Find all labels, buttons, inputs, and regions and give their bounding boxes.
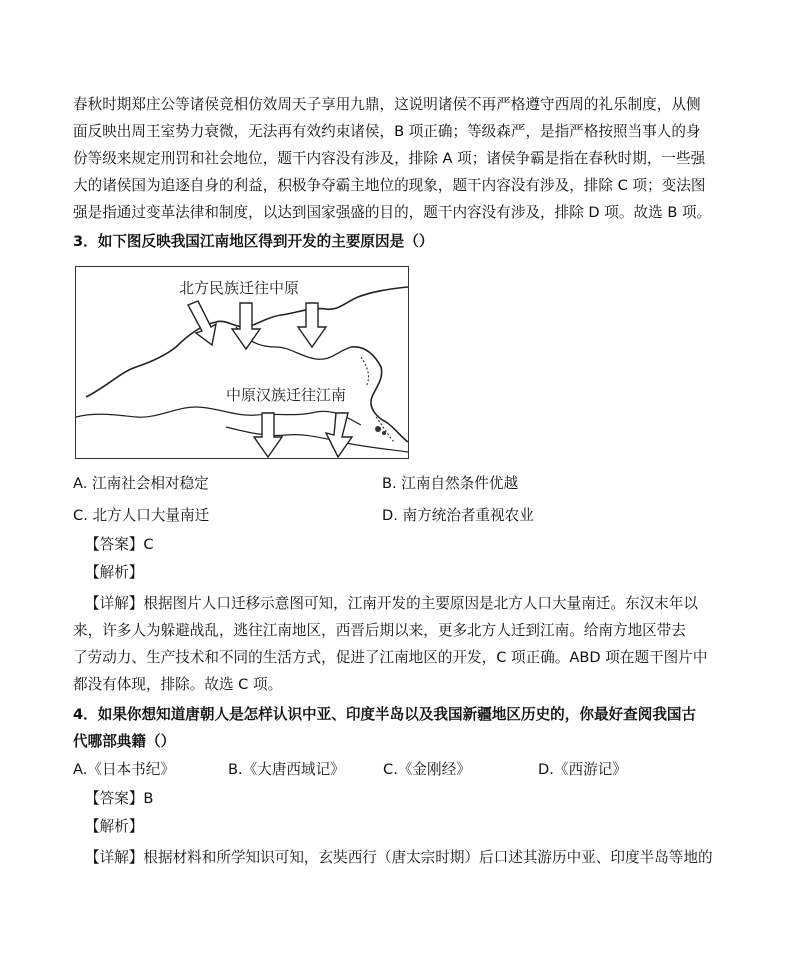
migration-arrow: [298, 303, 326, 347]
map-illustration: [76, 267, 408, 458]
migration-arrow: [326, 413, 352, 457]
analysis-label: 【解析】: [85, 818, 144, 835]
map-label-north: 北方民族迁往中原: [179, 279, 300, 297]
option-a: A.《日本书纪》: [73, 761, 175, 778]
option-c: C. 北方人口大量南迁: [73, 507, 210, 524]
detail-line: 【详解】根据图片人口迁移示意图可知，江南开发的主要原因是北方人口大量南迁。东汉末年以: [85, 595, 698, 612]
text-line: 面反映出周王室势力衰微，无法再有效约束诸侯，B 项正确；等级森严，是指严格按照当事人的身: [73, 123, 701, 140]
text-line: 份等级来规定刑罚和社会地位，题干内容没有涉及，排除 A 项；诸侯争霸是指在春秋时期，一些强: [73, 150, 706, 167]
detail-line: 来，许多人为躲避战乱，逃往江南地区，西晋后期以来，更多北方人迁到江南。给南方地区带去: [73, 622, 686, 639]
question-4-stem: 4．如果你想知道唐朝人是怎样认识中亚、印度半岛以及我国新疆地区历史的，你最好查阅我国古: [73, 706, 697, 723]
option-d: D.《西游记》: [538, 761, 627, 778]
detail-line: 了劳动力、生产技术和不同的生活方式，促进了江南地区的开发，C 项正确。ABD 项在题干图片中: [73, 649, 708, 666]
text-line: 强是指通过变革法律和制度，以达到国家强盛的目的，题干内容没有涉及，排除 D 项。故选 B 项。: [73, 204, 712, 221]
question-4-stem: 代哪部典籍（）: [73, 733, 176, 750]
migration-map: [75, 266, 409, 459]
map-label-south: 中原汉族迁往江南: [226, 386, 347, 404]
detail-line: 都没有体现，排除。故选 C 项。: [73, 676, 283, 693]
option-c: C.《金刚经》: [383, 761, 471, 778]
text-line: 春秋时期郑庄公等诸侯竞相仿效周天子享用九鼎，这说明诸侯不再严格遵守西周的礼乐制度，从侧: [73, 96, 701, 113]
answer-label: 【答案】B: [85, 790, 154, 807]
detail-line: 【详解】根据材料和所学知识可知，玄奘西行（唐太宗时期）后口述其游历中亚、印度半岛等地的: [85, 849, 713, 866]
option-a: A. 江南社会相对稳定: [73, 475, 209, 492]
analysis-label: 【解析】: [85, 564, 144, 581]
answer-label: 【答案】C: [85, 536, 154, 553]
option-d: D. 南方统治者重视农业: [382, 507, 534, 524]
text-line: 大的诸侯国为追逐自身的利益，积极争夺霸主地位的现象，题干内容没有涉及，排除 C 项；变法图: [73, 177, 706, 194]
option-b: B.《大唐西域记》: [228, 761, 345, 778]
option-b: B. 江南自然条件优越: [382, 475, 519, 492]
question-3-stem: 3．如下图反映我国江南地区得到开发的主要原因是（）: [73, 233, 434, 250]
